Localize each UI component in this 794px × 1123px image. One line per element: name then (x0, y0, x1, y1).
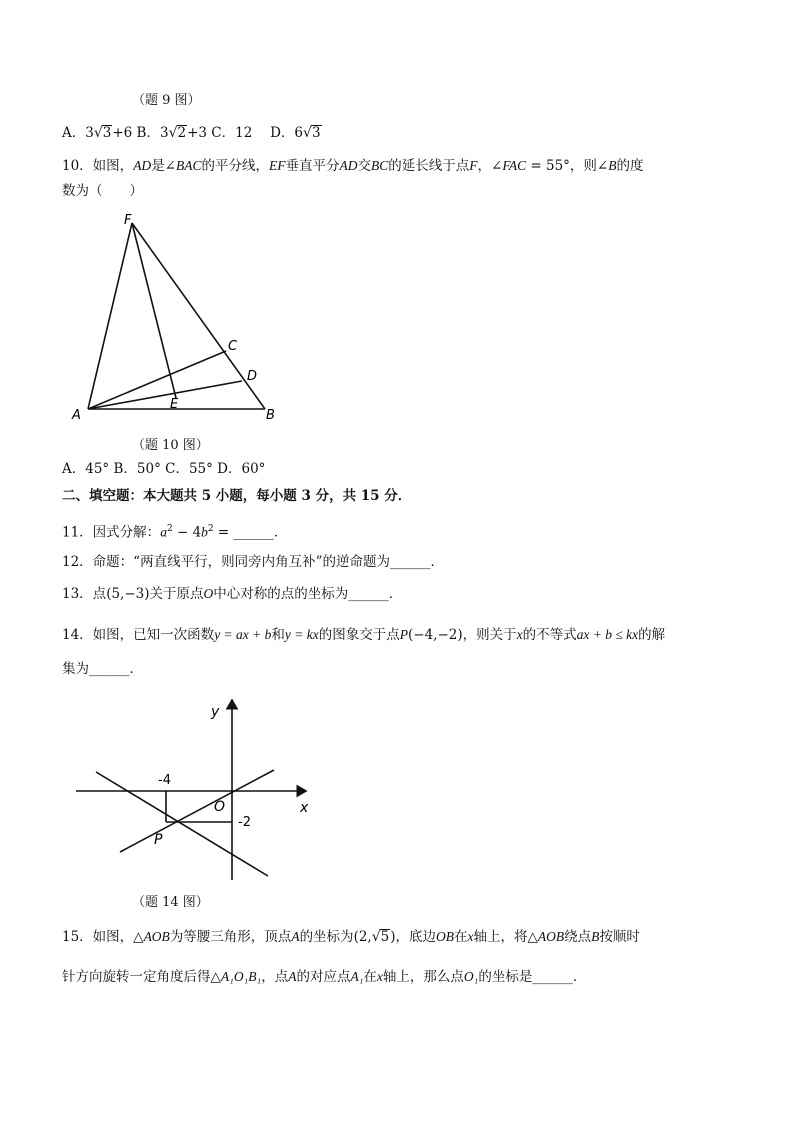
q15-var: AOB (143, 929, 170, 944)
q10-text: 10．如图， (62, 158, 134, 174)
q15-text: 15．如图，△ (62, 929, 144, 945)
q14-caption: （题 14 图） (132, 895, 209, 910)
q13-text: 关于原点 (149, 586, 204, 602)
q11-text: = (213, 524, 234, 541)
axis-label-x: x (300, 800, 309, 816)
label-f: F (124, 213, 132, 228)
q10-var: AD (133, 158, 152, 173)
tick-label-neg2: -2 (238, 815, 251, 830)
q14-figure (68, 694, 328, 886)
label-b: B (266, 408, 275, 423)
axis-label-y: y (211, 704, 220, 720)
q13-text: 13．点 (62, 586, 107, 602)
q9-a-coef: 3 (85, 125, 94, 141)
q10-var: BC (371, 158, 389, 173)
q12 (62, 553, 444, 571)
q9-d-radicand: 3 (311, 125, 321, 141)
q15-text: ． (572, 969, 587, 985)
q15-text: 绕点 (564, 929, 592, 945)
q15-var: OB (436, 929, 455, 944)
segment-fb (132, 223, 265, 409)
point-label-p: P (154, 832, 163, 848)
q15-text: ，底边 (395, 929, 437, 945)
q15-radicand: 5 (380, 929, 390, 945)
q11: 11．因式分解：$a^2 - 4b^2$ = ______． (62, 524, 288, 541)
q10-figure (68, 208, 288, 430)
q12-text: ． (430, 554, 444, 570)
label-d: D (247, 369, 258, 384)
segment-ad (88, 381, 242, 409)
q15-var: x (376, 969, 383, 984)
q10-caption: （题 10 图） (132, 438, 209, 453)
q15-text: 轴上，那么点 (382, 969, 464, 985)
q13 (62, 585, 402, 603)
segment-fa (88, 223, 132, 409)
q13-point: (5,−3) (106, 586, 150, 602)
q10-line2: 数为（ ） (62, 183, 143, 199)
q15-text: 的坐标为 (299, 929, 354, 945)
q10-text: 交 (357, 158, 371, 174)
q9-choice-b-label: B． (132, 125, 160, 141)
q15-var: AOB (537, 929, 565, 944)
q10-var: F (469, 158, 478, 173)
q9-a-radicand: 3 (102, 125, 112, 141)
answer-blank[interactable]: ______ (348, 586, 389, 602)
radical-sign: √ (303, 125, 312, 141)
q15-line2 (62, 968, 586, 986)
q9-choice-a-label: A． (62, 125, 86, 141)
q15-text: 按顺时 (599, 929, 640, 945)
q10-text: 垂直平分 (285, 158, 340, 174)
q11-text: ． (274, 524, 288, 541)
q14-var: P (399, 627, 408, 642)
q15-var: O₁ (463, 969, 479, 984)
q14-formula: ax + b ≤ kx (576, 627, 639, 642)
q14-text: 集为 (62, 661, 89, 677)
q9-choices (62, 124, 322, 142)
q15-text: 在 (454, 929, 468, 945)
q15-var: B (591, 929, 600, 944)
q9-b-rest: +3 (187, 125, 207, 141)
q10-var: B (608, 158, 617, 173)
q9-b-coef: 3 (159, 125, 169, 141)
q14-text: 的解 (638, 627, 666, 643)
radical-sign: √ (93, 125, 103, 141)
q11-var: b (201, 524, 208, 540)
radical-sign: √ (371, 929, 381, 945)
q14-formula: y = ax + b (214, 627, 272, 642)
answer-blank[interactable]: ______ (89, 661, 130, 677)
q15-var: A (291, 929, 300, 944)
segment-fe (132, 223, 176, 398)
q14-formula: y = kx (284, 627, 319, 642)
q14-point: (−4,−2) (408, 627, 463, 643)
q14-text: 的不等式 (522, 627, 577, 643)
q13-text: 中心对称的点的坐标为 (213, 586, 349, 602)
q15-var: A (288, 969, 297, 984)
line-y-kx (120, 770, 274, 852)
q10-var: EF (269, 158, 286, 173)
q15-text: 在 (363, 969, 377, 985)
q10-text: 的度 (616, 158, 644, 174)
q15-var: A₁O₁B₁ (220, 969, 262, 984)
q14-text: 和 (271, 627, 285, 643)
q15-text: 的坐标是 (478, 969, 533, 985)
q14-text: ，则关于 (462, 627, 517, 643)
q10-text: 的延长线于点 (388, 158, 470, 174)
q15-text: 轴上，将△ (473, 929, 538, 945)
q15-text: 为等腰三角形，顶点 (169, 929, 292, 945)
q14-line1 (62, 626, 665, 644)
q10-var: BAC (176, 158, 202, 173)
q15-text: 的对应点 (296, 969, 351, 985)
q9-d-coef: 6 (294, 125, 304, 141)
answer-blank[interactable]: ______ (233, 524, 275, 541)
section-heading: 二、填空题：本大题共 5 小题，每小题 3 分，共 15 分． (62, 488, 412, 504)
q10-var: FAC (502, 158, 527, 173)
q9-b-radicand: 2 (177, 125, 187, 141)
origin-label: O (214, 799, 226, 815)
q15-line1 (62, 928, 640, 946)
answer-blank[interactable]: ______ (389, 554, 431, 570)
q9-caption: （题 9 图） (132, 93, 201, 108)
q14-text: 的图象交于点 (318, 627, 400, 643)
q14-text: ． (129, 661, 143, 677)
q13-text: ． (388, 586, 403, 602)
radical-sign: √ (168, 125, 178, 141)
q15-text: 针方向旋转一定角度后得△ (62, 969, 221, 985)
q10-text: = 55°，则∠ (526, 158, 609, 174)
label-a: A (72, 408, 81, 423)
q13-var: O (203, 586, 214, 601)
q15-var: A₁ (350, 969, 364, 984)
tick-label-neg4: -4 (158, 773, 171, 788)
segment-ac (88, 351, 226, 409)
q11-var: a (160, 524, 167, 540)
q15-coord: ) (390, 929, 396, 945)
q10-line1 (62, 157, 643, 175)
q14-text: 14．如图，已知一次函数 (62, 627, 215, 643)
label-e: E (170, 397, 179, 412)
q10-choices: A．45° B．50° C．55° D．60° (62, 461, 266, 477)
q15-coord: (2, (353, 929, 372, 945)
q14-var: x (516, 627, 523, 642)
label-c: C (228, 339, 238, 354)
q11-text: 11．因式分解： (62, 524, 161, 541)
q9-choice-c-d: C．12 D． (207, 125, 295, 141)
q10-text: 是∠ (151, 158, 176, 174)
q12-text: 12．命题：“两直线平行，则同旁内角互补”的逆命题为 (62, 554, 390, 570)
answer-blank[interactable]: ______ (532, 969, 573, 985)
q11-text: − 4 (172, 524, 202, 541)
q15-var: x (467, 929, 474, 944)
q10-var: AD (339, 158, 358, 173)
q10-text: ，∠ (477, 158, 503, 174)
q10-text: 的平分线， (201, 158, 269, 174)
q15-text: ，点 (261, 969, 289, 985)
q9-a-rest: +6 (112, 125, 133, 141)
q14-line2 (62, 660, 143, 678)
